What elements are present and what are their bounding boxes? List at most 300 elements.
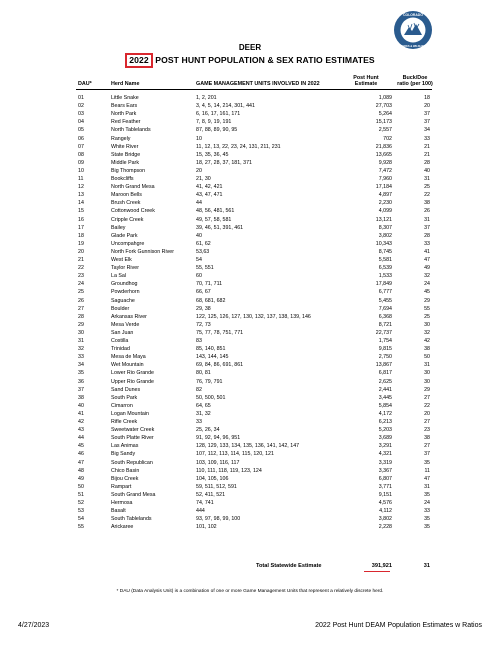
cell-herd: Logan Mountain <box>111 410 149 417</box>
table-row <box>0 442 500 450</box>
cell-herd: South Republican <box>111 459 153 466</box>
cell-dau: 21 <box>78 257 84 263</box>
cell-gmu: 31, 32 <box>196 410 211 417</box>
col-header-ratio-line2: ratio (per 100) <box>397 81 433 87</box>
table-row <box>0 248 500 256</box>
cell-dau: 32 <box>78 346 84 353</box>
cell-ratio: 42 <box>424 338 430 344</box>
cell-estimate: 7,472 <box>378 167 392 174</box>
table-row <box>0 378 500 386</box>
cell-estimate: 3,802 <box>378 516 392 523</box>
cell-estimate: 6,807 <box>378 475 392 482</box>
cell-herd: Middle Park <box>111 159 139 166</box>
cell-estimate: 3,689 <box>378 435 392 442</box>
cell-dau: 09 <box>78 159 84 166</box>
cell-ratio: 24 <box>424 281 430 288</box>
cell-ratio: 40 <box>424 167 430 174</box>
cell-ratio: 35 <box>424 459 430 466</box>
cell-herd: Red Feather <box>111 119 141 126</box>
cell-gmu: 41, 42, 421 <box>196 184 223 191</box>
cell-herd: Sand Dunes <box>111 386 141 393</box>
cell-gmu: 110, 111, 118, 119, 123, 124 <box>196 467 262 474</box>
table-row <box>0 337 500 345</box>
col-header-dau: DAU* <box>78 81 92 87</box>
cell-ratio: 27 <box>424 419 430 425</box>
cell-gmu: 107, 112, 113, 114, 115, 120, 121 <box>196 451 274 458</box>
table-row <box>0 288 500 296</box>
cell-ratio: 29 <box>424 297 430 304</box>
cell-dau: 12 <box>78 184 84 191</box>
cell-ratio: 33 <box>424 508 430 515</box>
cell-ratio: 37 <box>424 119 430 126</box>
cell-herd: Brush Creek <box>111 200 141 207</box>
cell-gmu: 64, 65 <box>196 402 211 409</box>
cell-estimate: 8,745 <box>378 248 392 255</box>
cell-dau: 45 <box>78 443 84 450</box>
cell-ratio: 55 <box>424 305 430 312</box>
cell-ratio: 47 <box>424 257 430 263</box>
cell-herd: Little Snake <box>111 95 139 101</box>
cell-estimate: 3,445 <box>378 394 392 401</box>
cell-ratio: 37 <box>424 451 430 458</box>
cell-herd: Powderhorn <box>111 289 140 296</box>
cell-gmu: 15, 35, 36, 45 <box>196 151 229 158</box>
cell-herd: North Tablelands <box>111 127 151 134</box>
cell-dau: 05 <box>78 127 84 134</box>
cell-ratio: 33 <box>424 135 430 142</box>
table-row <box>0 183 500 191</box>
table-row <box>0 151 500 159</box>
cell-estimate: 7,694 <box>378 305 392 312</box>
table-row <box>0 224 500 232</box>
table-row <box>0 386 500 394</box>
cell-gmu: 53,63 <box>196 248 210 255</box>
cell-dau: 20 <box>78 248 84 255</box>
cell-dau: 23 <box>78 273 84 280</box>
cell-dau: 41 <box>78 410 84 417</box>
cell-estimate: 6,817 <box>378 370 392 377</box>
year-highlight: 2022 <box>125 53 153 68</box>
cell-dau: 17 <box>78 224 84 231</box>
cell-dau: 10 <box>78 167 84 174</box>
cell-dau: 13 <box>78 192 84 199</box>
cell-ratio: 24 <box>424 500 430 506</box>
cell-dau: 37 <box>78 386 84 393</box>
cell-dau: 47 <box>78 459 84 466</box>
cell-estimate: 13,665 <box>375 151 392 158</box>
cell-gmu: 83 <box>196 338 202 344</box>
cell-herd: Bookcliffs <box>111 176 134 182</box>
footnote: * DAU (Data Analysis Unit) is a combination of one or more Game Management Units that represent a relatively discrete herd. <box>116 589 384 594</box>
cell-gmu: 59, 511, 512, 591 <box>196 483 237 490</box>
cell-gmu: 68, 681, 682 <box>196 297 226 304</box>
cell-ratio: 20 <box>424 410 430 417</box>
cell-estimate: 702 <box>383 135 392 142</box>
cell-ratio: 21 <box>424 143 430 150</box>
cell-gmu: 6, 16, 17, 161, 171 <box>196 111 241 118</box>
cell-gmu: 101, 102 <box>196 524 217 531</box>
table-row <box>0 118 500 126</box>
cell-ratio: 27 <box>424 394 430 401</box>
cell-dau: 53 <box>78 508 84 515</box>
cell-gmu: 70, 71, 711 <box>196 281 223 288</box>
cell-dau: 25 <box>78 289 84 296</box>
cell-estimate: 7,960 <box>378 176 392 182</box>
cell-ratio: 25 <box>424 184 430 191</box>
title-rest: POST HUNT POPULATION & SEX RATIO ESTIMATES <box>152 55 375 65</box>
table-row <box>0 272 500 280</box>
species-title: DEER <box>238 43 262 52</box>
cell-ratio: 50 <box>424 354 430 361</box>
table-row <box>0 167 500 175</box>
cell-herd: Big Sandy <box>111 451 136 458</box>
cell-estimate: 17,184 <box>375 184 392 191</box>
cell-ratio: 31 <box>424 362 430 369</box>
cell-estimate: 13,121 <box>375 216 392 223</box>
cell-ratio: 11 <box>424 467 430 474</box>
cell-gmu: 52, 411, 521 <box>196 491 226 498</box>
cell-herd: Bijou Creek <box>111 475 139 482</box>
cell-estimate: 22,737 <box>375 329 392 336</box>
cell-estimate: 2,441 <box>378 386 392 393</box>
cell-estimate: 8,307 <box>378 224 392 231</box>
table-row <box>0 402 500 410</box>
cell-gmu: 1, 2, 201 <box>196 95 217 101</box>
cell-ratio: 34 <box>424 127 430 134</box>
cell-estimate: 3,771 <box>378 483 392 490</box>
cell-ratio: 35 <box>424 516 430 523</box>
cell-herd: Arickaree <box>111 524 134 531</box>
table-row <box>0 434 500 442</box>
cell-ratio: 21 <box>424 151 430 158</box>
cell-ratio: 38 <box>424 435 430 442</box>
cell-gmu: 91, 92, 94, 96, 951 <box>196 435 241 442</box>
cell-herd: North Fork Gunnison River <box>111 248 174 255</box>
cell-herd: Rifle Creek <box>111 419 138 425</box>
cell-estimate: 6,213 <box>378 419 392 425</box>
cell-herd: Groundhog <box>111 281 138 288</box>
header-divider <box>76 89 432 90</box>
cell-dau: 36 <box>78 378 84 385</box>
cell-ratio: 35 <box>424 491 430 498</box>
table-row <box>0 467 500 475</box>
cell-ratio: 28 <box>424 232 430 239</box>
cell-herd: North Park <box>111 111 137 118</box>
cell-dau: 52 <box>78 500 84 506</box>
table-row <box>0 475 500 483</box>
cell-estimate: 1,754 <box>378 338 392 344</box>
total-estimate: 391,921 <box>371 563 392 569</box>
col-header-gmu: GAME MANAGEMENT UNITS INVOLVED IN 2022 <box>196 81 320 87</box>
cell-herd: Big Thompson <box>111 167 146 174</box>
cell-estimate: 5,455 <box>378 297 392 304</box>
cell-dau: 31 <box>78 338 84 344</box>
cell-gmu: 93, 97, 98, 99, 100 <box>196 516 241 523</box>
cell-gmu: 75, 77, 78, 751, 771 <box>196 329 244 336</box>
table-row <box>0 240 500 248</box>
table-row <box>0 280 500 288</box>
cell-herd: Basalt <box>111 508 126 515</box>
cell-estimate: 8,721 <box>378 321 392 328</box>
cell-herd: South Tablelands <box>111 516 152 523</box>
cell-herd: Wet Mountain <box>111 362 144 369</box>
cell-herd: Chico Basin <box>111 467 140 474</box>
cell-dau: 06 <box>78 135 84 142</box>
logo-text-top: COLORADO <box>403 13 423 18</box>
cell-estimate: 13,867 <box>375 362 392 369</box>
cell-ratio: 31 <box>424 176 430 182</box>
total-label: Total Statewide Estimate <box>256 563 322 569</box>
cell-ratio: 26 <box>424 208 430 215</box>
cell-gmu: 29, 38 <box>196 305 211 312</box>
cell-estimate: 1,533 <box>378 273 392 280</box>
cell-estimate: 5,854 <box>378 402 392 409</box>
table-row <box>0 426 500 434</box>
cell-ratio: 22 <box>424 192 430 199</box>
cell-dau: 35 <box>78 370 84 377</box>
cell-dau: 48 <box>78 467 84 474</box>
cell-estimate: 4,576 <box>378 500 392 506</box>
cell-herd: State Bridge <box>111 151 141 158</box>
table-row <box>0 523 500 531</box>
cell-estimate: 17,849 <box>375 281 392 288</box>
cell-ratio: 47 <box>424 475 430 482</box>
cell-herd: Bailey <box>111 224 126 231</box>
table-row <box>0 102 500 110</box>
cell-herd: Rangely <box>111 135 131 142</box>
cell-gmu: 87, 88, 89, 90, 95 <box>196 127 238 134</box>
cell-ratio: 27 <box>424 443 430 450</box>
table-row <box>0 418 500 426</box>
cell-ratio: 28 <box>424 159 430 166</box>
table-row <box>0 345 500 353</box>
cell-dau: 49 <box>78 475 84 482</box>
table-row <box>0 216 500 224</box>
col-header-ratio <box>394 75 436 87</box>
cell-dau: 07 <box>78 143 84 150</box>
cell-estimate: 4,897 <box>378 192 392 199</box>
cell-ratio: 37 <box>424 224 430 231</box>
table-row <box>0 394 500 402</box>
cell-dau: 08 <box>78 151 84 158</box>
footer-date: 4/27/2023 <box>18 622 50 629</box>
table-row <box>0 94 500 102</box>
cell-herd: South Park <box>111 394 138 401</box>
cell-ratio: 25 <box>424 313 430 320</box>
table-row <box>0 297 500 305</box>
table-row <box>0 313 500 321</box>
cell-ratio: 29 <box>424 386 430 393</box>
cell-gmu: 54 <box>196 257 202 263</box>
cell-herd: South Grand Mesa <box>111 491 156 498</box>
cell-dau: 11 <box>78 176 84 182</box>
cell-ratio: 30 <box>424 370 430 377</box>
cell-gmu: 82 <box>196 386 202 393</box>
cell-gmu: 10 <box>196 135 202 142</box>
cell-dau: 42 <box>78 419 84 425</box>
cell-dau: 16 <box>78 216 84 223</box>
cell-estimate: 2,625 <box>378 378 392 385</box>
cell-herd: Cottonwood Creek <box>111 208 155 215</box>
cell-ratio: 23 <box>424 427 430 434</box>
cell-estimate: 2,557 <box>378 127 392 134</box>
cell-estimate: 27,703 <box>375 103 392 110</box>
table-row <box>0 499 500 507</box>
cell-herd: West Elk <box>111 257 132 263</box>
footer-doc-title: 2022 Post Hunt DEAM Population Estimates w Ratios <box>315 622 482 629</box>
cell-herd: Mesa Verde <box>111 321 140 328</box>
cell-dau: 54 <box>78 516 84 523</box>
cell-estimate: 4,172 <box>378 410 392 417</box>
cell-dau: 28 <box>78 313 84 320</box>
cell-ratio: 38 <box>424 346 430 353</box>
cell-gmu: 69, 84, 86, 691, 861 <box>196 362 244 369</box>
cell-herd: Taylor River <box>111 265 139 272</box>
cell-herd: Costilla <box>111 338 129 344</box>
cell-ratio: 33 <box>424 240 430 247</box>
cell-dau: 43 <box>78 427 84 434</box>
cell-herd: Hermosa <box>111 500 133 506</box>
cell-dau: 15 <box>78 208 84 215</box>
cell-gmu: 49, 57, 58, 581 <box>196 216 232 223</box>
table-row <box>0 199 500 207</box>
cell-herd: Maroon Bells <box>111 192 142 199</box>
cell-ratio: 30 <box>424 378 430 385</box>
cell-gmu: 20 <box>196 167 202 174</box>
table-row <box>0 361 500 369</box>
cell-gmu: 21, 30 <box>196 176 211 182</box>
cell-gmu: 11, 12, 13, 22, 23, 24, 131, 211, 231 <box>196 143 281 150</box>
cell-herd: Sweetwater Creek <box>111 427 155 434</box>
cell-gmu: 61, 62 <box>196 240 211 247</box>
cell-ratio: 20 <box>424 103 430 110</box>
cell-gmu: 74, 741 <box>196 500 214 506</box>
cell-herd: Mesa de Maya <box>111 354 146 361</box>
table-row <box>0 191 500 199</box>
cell-gmu: 33 <box>196 419 202 425</box>
logo-text-bottom: PARKS & WILDLIFE <box>400 45 426 48</box>
cell-herd: North Grand Mesa <box>111 184 155 191</box>
total-ratio: 31 <box>423 563 430 569</box>
cell-estimate: 2,230 <box>378 200 392 207</box>
cell-dau: 55 <box>78 524 84 531</box>
cell-herd: Boulder <box>111 305 130 312</box>
cell-gmu: 50, 500, 501 <box>196 394 226 401</box>
table-row <box>0 491 500 499</box>
cell-dau: 44 <box>78 435 84 442</box>
cell-gmu: 7, 8, 9, 19, 191 <box>196 119 232 126</box>
cell-ratio: 18 <box>424 95 430 101</box>
cell-gmu: 43, 47, 471 <box>196 192 223 199</box>
table-row <box>0 143 500 151</box>
cell-gmu: 25, 26, 34 <box>196 427 220 434</box>
cell-estimate: 3,291 <box>378 443 392 450</box>
cell-estimate: 4,099 <box>378 208 392 215</box>
cell-estimate: 6,777 <box>378 289 392 296</box>
table-row <box>0 507 500 515</box>
cell-dau: 24 <box>78 281 84 288</box>
cell-herd: Las Animas <box>111 443 139 450</box>
cell-ratio: 31 <box>424 483 430 490</box>
cell-gmu: 40 <box>196 232 202 239</box>
cell-ratio: 41 <box>424 248 430 255</box>
cell-dau: 29 <box>78 321 84 328</box>
cell-herd: Cripple Creek <box>111 216 144 223</box>
cell-dau: 38 <box>78 394 84 401</box>
cell-ratio: 22 <box>424 402 430 409</box>
cell-ratio: 38 <box>424 200 430 207</box>
cell-herd: Glade Park <box>111 232 138 239</box>
cell-gmu: 39, 46, 51, 391, 461 <box>196 224 244 231</box>
cell-dau: 40 <box>78 402 84 409</box>
cell-dau: 51 <box>78 491 84 498</box>
col-header-estimate-line1: Post Hunt <box>353 75 379 81</box>
cell-estimate: 2,228 <box>378 524 392 531</box>
cell-gmu: 122, 125, 126, 127, 130, 132, 137, 138, 139, 146 <box>196 313 311 320</box>
cell-gmu: 143, 144, 145 <box>196 354 229 361</box>
cell-herd: Bears Ears <box>111 103 138 110</box>
cell-ratio: 32 <box>424 273 430 280</box>
table-row <box>0 353 500 361</box>
cell-herd: White River <box>111 143 139 150</box>
table-row <box>0 459 500 467</box>
cell-gmu: 66, 67 <box>196 289 211 296</box>
table-row <box>0 410 500 418</box>
table-row <box>0 369 500 377</box>
cell-herd: Upper Rio Grande <box>111 378 154 385</box>
cell-dau: 01 <box>78 95 84 101</box>
table-row <box>0 126 500 134</box>
cell-dau: 14 <box>78 200 84 207</box>
cell-ratio: 32 <box>424 329 430 336</box>
cell-herd: Arkansas River <box>111 313 147 320</box>
table-row <box>0 515 500 523</box>
table-row <box>0 135 500 143</box>
cell-herd: La Sal <box>111 273 127 280</box>
cell-herd: San Juan <box>111 329 134 336</box>
cell-herd: Rampart <box>111 483 132 490</box>
cell-dau: 27 <box>78 305 84 312</box>
cell-estimate: 15,173 <box>375 119 392 126</box>
cell-estimate: 10,343 <box>375 240 392 247</box>
cell-dau: 46 <box>78 451 84 458</box>
cell-dau: 04 <box>78 119 84 126</box>
cell-estimate: 4,112 <box>379 508 392 515</box>
col-header-ratio-line1: Buck/Doe <box>402 75 428 81</box>
cell-estimate: 3,802 <box>378 232 392 239</box>
cell-estimate: 3,319 <box>378 459 392 466</box>
cell-gmu: 48, 56, 481, 561 <box>196 208 235 215</box>
cell-dau: 34 <box>78 362 84 369</box>
cell-gmu: 104, 105, 106 <box>196 475 229 482</box>
document-title <box>0 53 500 68</box>
cell-dau: 26 <box>78 297 84 304</box>
cell-ratio: 37 <box>424 111 430 118</box>
table-row <box>0 264 500 272</box>
cell-herd: Uncompahgre <box>111 240 145 247</box>
cell-ratio: 49 <box>424 265 430 272</box>
cell-dau: 19 <box>78 240 84 247</box>
cell-gmu: 76, 79, 791 <box>196 378 223 385</box>
cell-gmu: 44 <box>196 200 202 207</box>
cell-dau: 50 <box>78 483 84 490</box>
table-row <box>0 256 500 264</box>
cell-gmu: 3, 4, 5, 14, 214, 301, 441 <box>196 103 255 110</box>
table-row <box>0 175 500 183</box>
table-row <box>0 207 500 215</box>
cell-dau: 22 <box>78 265 84 272</box>
table-row <box>0 232 500 240</box>
